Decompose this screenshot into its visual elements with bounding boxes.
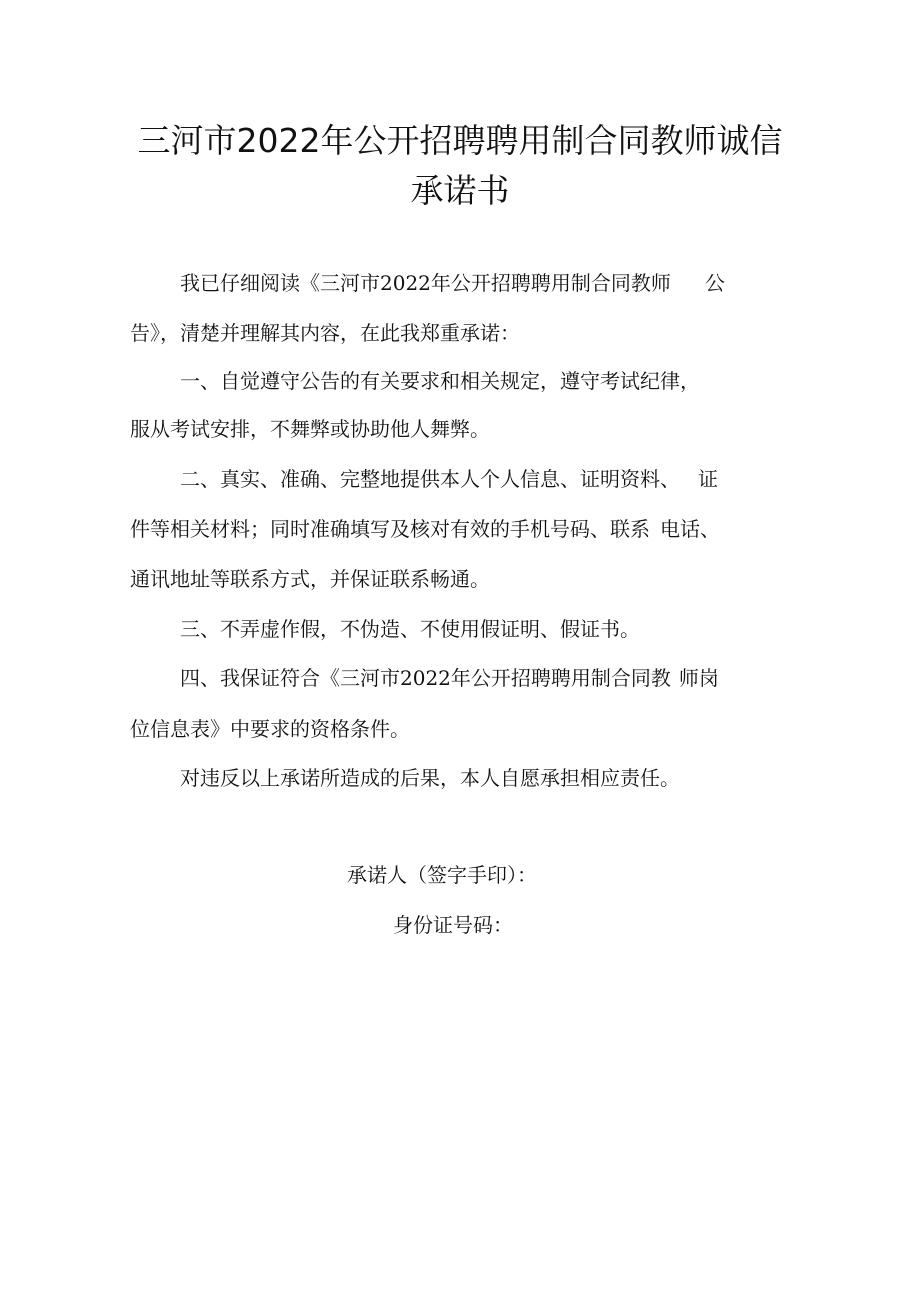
intro-text-b: 公 — [704, 271, 725, 295]
signer-label: 承诺人（签字手印）： — [347, 863, 537, 887]
item-2-text-b: 证 — [698, 467, 718, 491]
item-2-text-d: 电话、 — [660, 517, 720, 541]
intro-text-a: 我已仔细阅读《三河市2022年公开招聘聘用制合同教师 — [180, 271, 671, 295]
document-title-line-2: 承诺书 — [410, 171, 510, 210]
item-4-line-1 — [180, 663, 719, 693]
closing-statement: 对违反以上承诺所造成的后果，本人自愿承担相应责任。 — [180, 766, 680, 790]
item-1-line-2: 服从考试安排，不舞弊或协助他人舞弊。 — [130, 417, 490, 441]
item-3-line-1: 三、不弄虚作假，不伪造、不使用假证明、假证书。 — [180, 617, 640, 641]
item-2-line-2 — [130, 514, 720, 544]
item-1-line-1: 一、自觉遵守公告的有关要求和相关规定，遵守考试纪律， — [180, 369, 700, 393]
item-2-line-3: 通讯地址等联系方式，并保证联系畅通。 — [130, 567, 490, 591]
id-number-label: 身份证号码： — [393, 913, 513, 937]
document-title-line-1: 三河市2022年公开招聘聘用制合同教师诚信 — [137, 121, 783, 160]
item-4-line-2: 位信息表》中要求的资格条件。 — [130, 717, 410, 741]
item-2-text-c: 件等相关材料；同时准确填写及核对有效的手机号码、联系 — [130, 517, 650, 541]
item-4-text-b: 师岗 — [678, 666, 719, 690]
intro-line-1 — [180, 268, 725, 298]
intro-line-2: 告》，清楚并理解其内容，在此我郑重承诺： — [130, 321, 520, 345]
item-4-text-a: 四、我保证符合《三河市2022年公开招聘聘用制合同教 — [180, 666, 671, 690]
item-2-text-a: 二、真实、准确、完整地提供本人个人信息、证明资料、 — [180, 467, 680, 491]
item-2-line-1 — [180, 464, 718, 494]
